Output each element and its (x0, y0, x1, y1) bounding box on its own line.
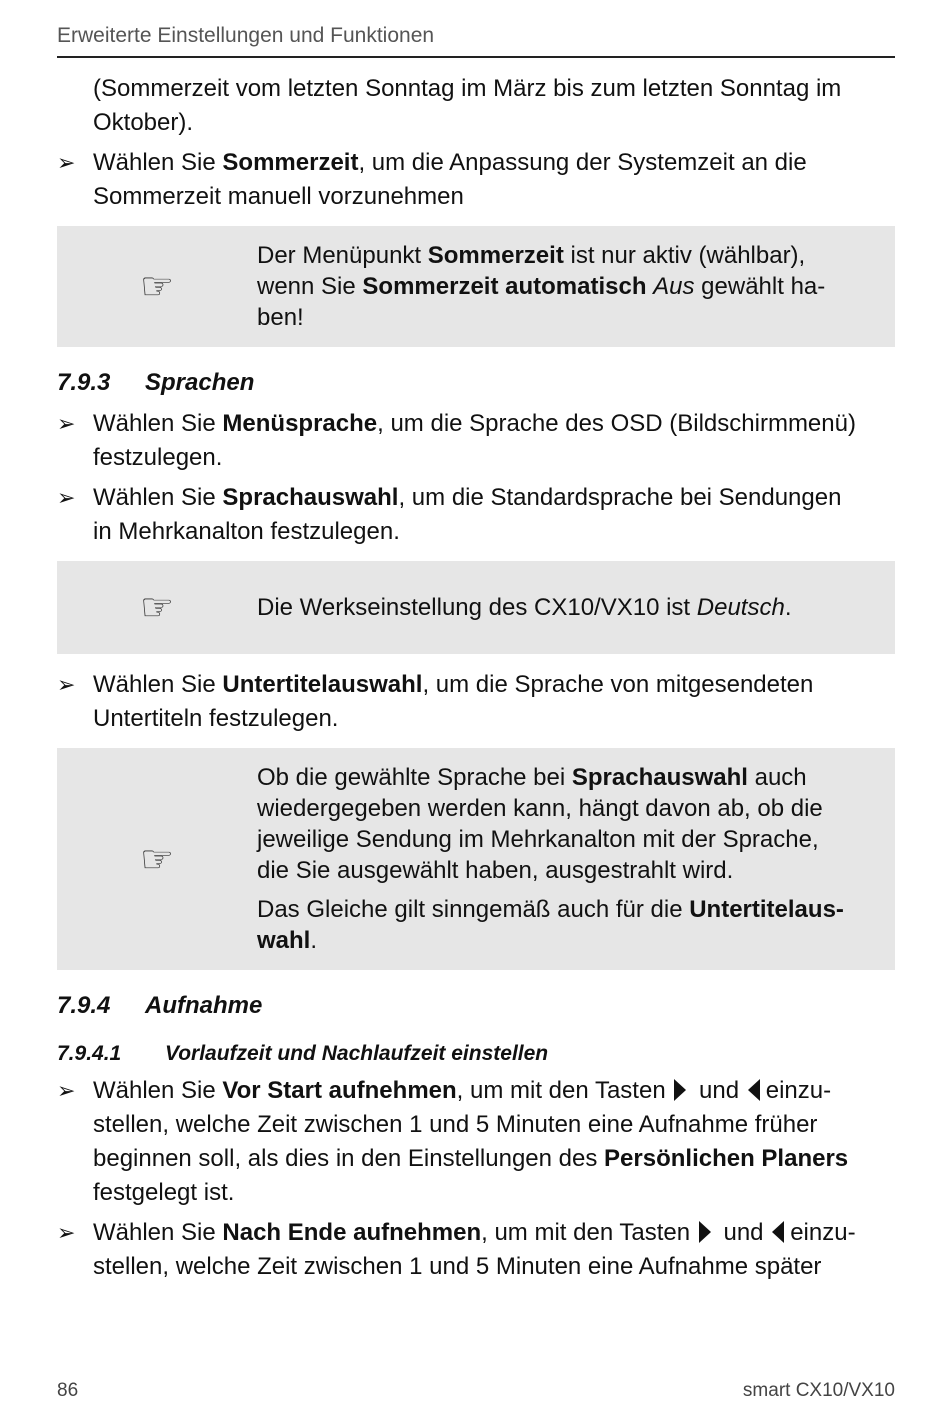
text: Wählen Sie (93, 410, 223, 437)
section-heading-7-9-4-1 (57, 1042, 895, 1066)
section-heading-7-9-3 (57, 369, 895, 397)
note-line-6 (257, 925, 875, 956)
note-line-1 (257, 762, 875, 793)
text: , um die Anpassung der Systemzeit an die (358, 149, 807, 176)
bullet-arrow-icon: ➢ (57, 485, 76, 510)
text: . (310, 927, 318, 954)
italic-term: Aus (653, 273, 695, 300)
bullet-arrow-icon: ➢ (57, 1220, 76, 1245)
intro-paragraph (57, 72, 895, 140)
text: Wählen Sie (93, 484, 223, 511)
section-number: 7.9.4 (57, 992, 111, 1019)
note-line-3: ben! (257, 304, 304, 331)
page-number: 86 (57, 1380, 79, 1401)
section-title: Vorlaufzeit und Nachlaufzeit einstellen (165, 1042, 549, 1065)
bold-term: Sommerzeit (222, 149, 359, 176)
note-text (257, 762, 895, 956)
page-content (57, 72, 895, 1290)
text: gewählt ha- (694, 273, 826, 300)
note-line-2: wiedergegeben werden kann, hängt davon ab, ob die (257, 795, 823, 822)
bullet-line-1 (93, 1216, 895, 1250)
bullet-sprachauswahl (57, 481, 895, 549)
bullet-nach-ende (57, 1216, 895, 1284)
bold-term: Vor Start aufnehmen (222, 1077, 457, 1104)
bullet-line-2: stellen, welche Zeit zwischen 1 und 5 Minuten eine Aufnahme später (93, 1253, 822, 1280)
text: , um mit den Tasten (456, 1077, 666, 1104)
note-box-sprachauswahl (57, 748, 895, 970)
left-arrow-key-icon (772, 1221, 784, 1243)
intro-line-2: Oktober). (93, 109, 194, 136)
bullet-line-2: stellen, welche Zeit zwischen 1 und 5 Minuten eine Aufnahme früher (93, 1111, 818, 1138)
bullet-line-1 (93, 146, 895, 180)
section-number: 7.9.3 (57, 369, 111, 396)
note-line-3: jeweilige Sendung im Mehrkanalton mit der Sprache, (257, 826, 819, 853)
header-title: Erweiterte Einstellungen und Funktionen (57, 24, 435, 47)
bullet-arrow-icon: ➢ (57, 150, 76, 175)
text: wenn Sie (257, 273, 363, 300)
running-header (57, 24, 895, 58)
bold-term: Sprachauswahl (222, 484, 399, 511)
text: Wählen Sie (93, 1077, 223, 1104)
bold-term: Untertitelauswahl (222, 671, 423, 698)
text: einzu- (765, 1077, 832, 1104)
bold-term: Sommerzeit (427, 242, 564, 269)
bullet-line-1 (93, 481, 895, 515)
note-box-sommerzeit (57, 226, 895, 347)
bullet-arrow-icon: ➢ (57, 411, 76, 436)
note-line-4: die Sie ausgewählt haben, ausgestrahlt wird. (257, 857, 734, 884)
text: . (784, 594, 792, 621)
bullet-line-1 (93, 407, 895, 441)
text: auch (747, 764, 807, 791)
section-heading-7-9-4 (57, 992, 895, 1020)
text: , um die Sprache des OSD (Bildschirmmenü) (377, 410, 856, 437)
bullet-vor-start (57, 1074, 895, 1210)
intro-line-1: (Sommerzeit vom letzten Sonntag im März bis zum letzten Sonntag im (93, 75, 842, 102)
text: Ob die gewählte Sprache bei (257, 764, 572, 791)
text: beginnen soll, als dies in den Einstellungen des (93, 1145, 605, 1172)
bullet-line-2: Untertiteln festzulegen. (93, 705, 339, 732)
text: und (716, 1219, 771, 1246)
pointing-hand-icon: ☞ (139, 838, 175, 881)
note-line-1 (257, 240, 875, 271)
bullet-menuesprache (57, 407, 895, 475)
bold-term: Menüsprache (222, 410, 378, 437)
left-arrow-key-icon (748, 1079, 760, 1101)
text: , um mit den Tasten (481, 1219, 691, 1246)
text: Wählen Sie (93, 149, 223, 176)
bullet-line-1 (93, 668, 895, 702)
right-arrow-key-icon (674, 1079, 686, 1101)
bullet-sommerzeit (57, 146, 895, 214)
bold-term: Sprachauswahl (571, 764, 748, 791)
text: , um die Sprache von mitgesendeten (422, 671, 814, 698)
pointing-hand-icon: ☞ (139, 266, 175, 308)
text: , um die Standardsprache bei Sendungen (398, 484, 842, 511)
section-title: Aufnahme (145, 992, 263, 1019)
text: einzu- (790, 1219, 856, 1246)
bold-term: wahl (257, 927, 311, 954)
note-line-2 (257, 271, 875, 302)
bullet-line-2: festzulegen. (93, 444, 223, 471)
bold-term: Sommerzeit automatisch (362, 273, 647, 300)
bold-term: Untertitelaus- (689, 896, 844, 923)
note-box-werkseinstellung (57, 561, 895, 654)
italic-term: Deutsch (696, 594, 785, 621)
note-text (257, 592, 895, 623)
text: Das Gleiche gilt sinngemäß auch für die (257, 896, 690, 923)
bullet-arrow-icon: ➢ (57, 1078, 76, 1103)
text: ist nur aktiv (wählbar), (563, 242, 806, 269)
text: Die Werkseinstellung des CX10/VX10 ist (257, 594, 697, 621)
section-title: Sprachen (145, 369, 255, 396)
page-footer (57, 1380, 895, 1402)
bullet-line-3 (93, 1142, 895, 1176)
bullet-line-2: in Mehrkanalton festzulegen. (93, 518, 400, 545)
product-name: smart CX10/VX10 (742, 1380, 895, 1401)
bullet-line-4: festgelegt ist. (93, 1179, 235, 1206)
bullet-arrow-icon: ➢ (57, 672, 76, 697)
text: Der Menüpunkt (257, 242, 428, 269)
text: Wählen Sie (93, 1219, 223, 1246)
bullet-untertitelauswahl (57, 668, 895, 736)
bold-term: Persönlichen Planers (604, 1145, 849, 1172)
text: Wählen Sie (93, 671, 223, 698)
section-number: 7.9.4.1 (57, 1042, 122, 1065)
bold-term: Nach Ende aufnehmen (222, 1219, 482, 1246)
note-text (257, 240, 895, 333)
text: und (692, 1077, 746, 1104)
note-line-1 (257, 592, 875, 623)
note-line-5 (257, 894, 875, 925)
bullet-line-1 (93, 1074, 895, 1108)
bullet-line-2: Sommerzeit manuell vorzunehmen (93, 183, 464, 210)
pointing-hand-icon: ☞ (139, 587, 175, 629)
right-arrow-key-icon (699, 1221, 711, 1243)
